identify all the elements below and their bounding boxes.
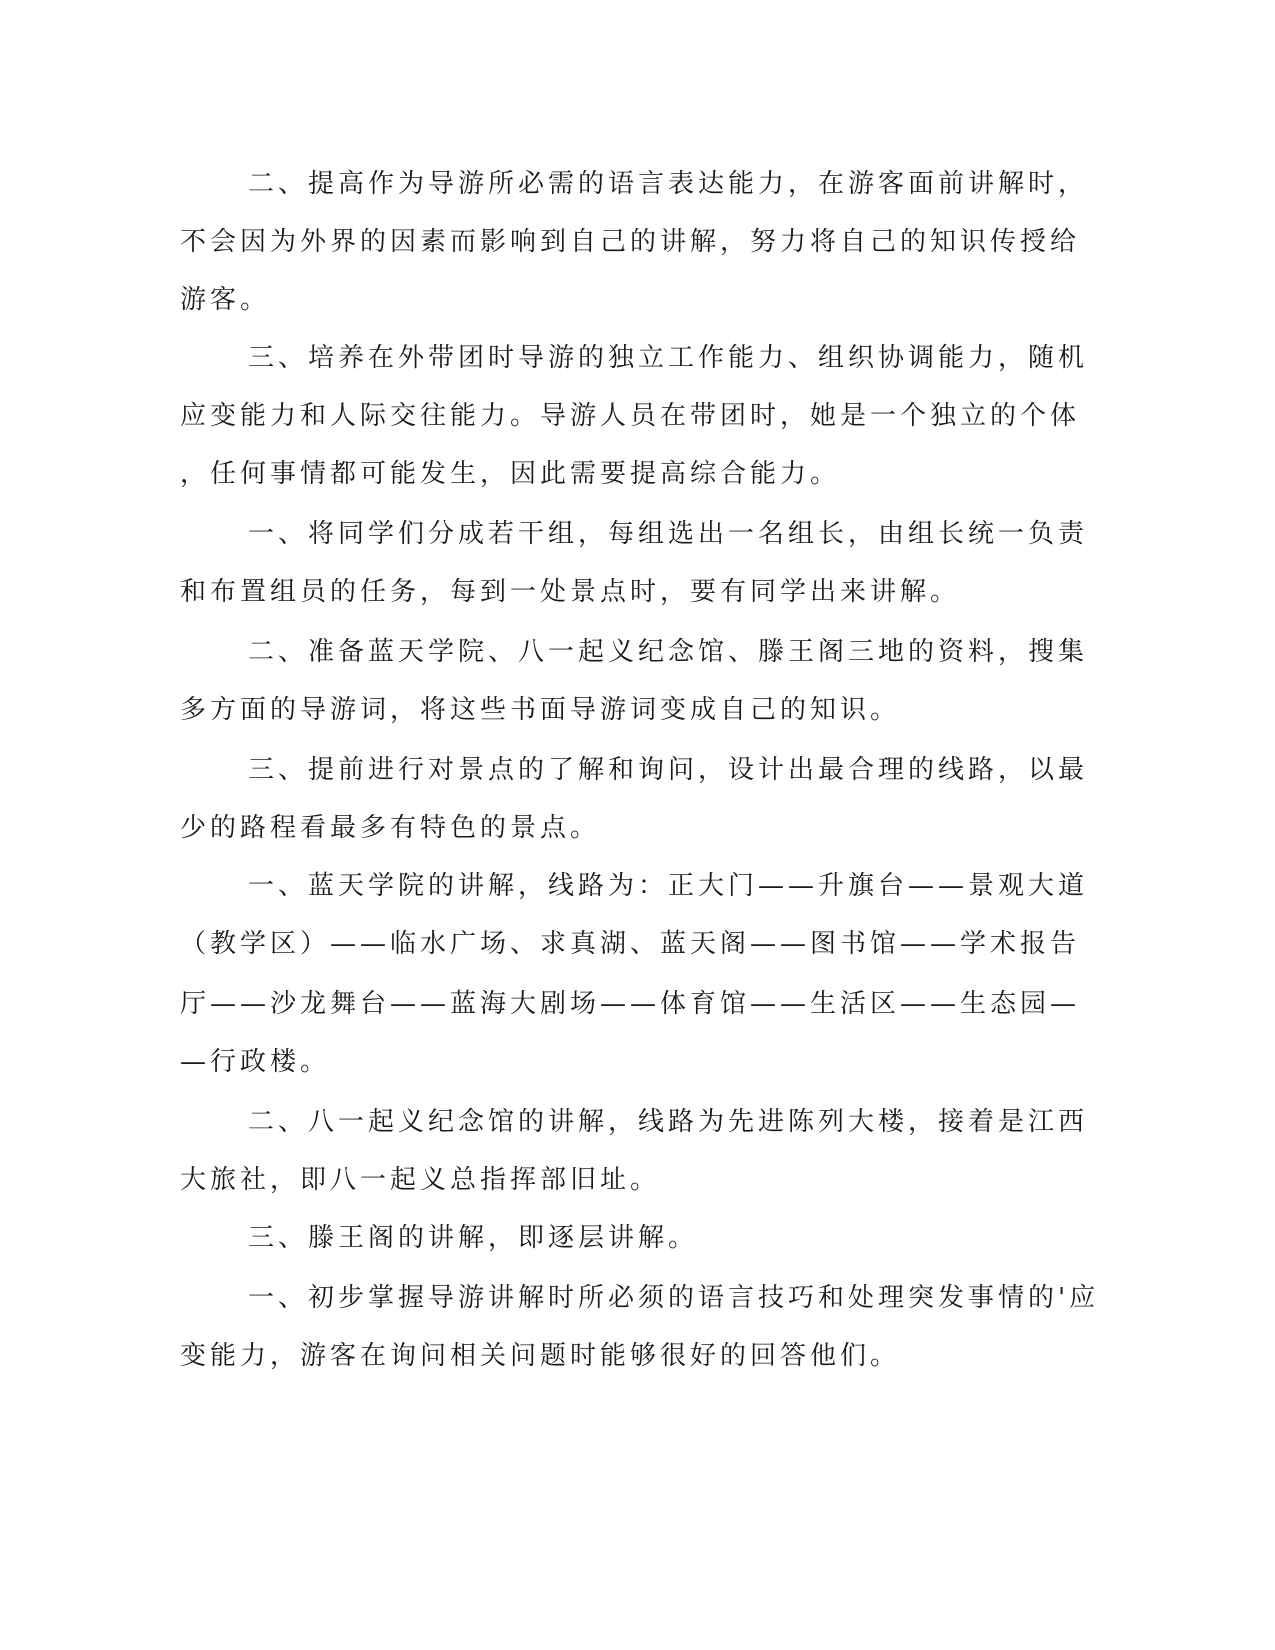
text-line: 少的路程看最多有特色的景点。 — [180, 813, 601, 843]
text-line: 变能力，游客在询问相关问题时能够很好的回答他们。 — [180, 1341, 901, 1371]
text-line: 三、滕王阁的讲解，即逐层讲解。 — [248, 1223, 699, 1253]
text-line: 一、将同学们分成若干组，每组选出一名组长，由组长统一负责 — [248, 519, 1089, 549]
text-line: 和布置组员的任务，每到一处景点时，要有同学出来讲解。 — [180, 577, 961, 607]
text-line: 厅——沙龙舞台——蓝海大剧场——体育馆——生活区——生态园— — [180, 989, 1081, 1019]
text-line: 二、八一起义纪念馆的讲解，线路为先进陈列大楼，接着是江西 — [248, 1107, 1089, 1137]
text-line: （教学区）——临水广场、求真湖、蓝天阁——图书馆——学术报告 — [180, 929, 1081, 959]
text-line: 不会因为外界的因素而影响到自己的讲解，努力将自己的知识传授给 — [180, 227, 1081, 257]
text-line: —行政楼。 — [180, 1047, 331, 1077]
text-line: 一、初步掌握导游讲解时所必须的语言技巧和处理突发事情的'应 — [248, 1283, 1100, 1313]
text-line: 二、准备蓝天学院、八一起义纪念馆、滕王阁三地的资料，搜集 — [248, 637, 1089, 667]
text-line: 二、提高作为导游所必需的语言表达能力，在游客面前讲解时， — [248, 169, 1089, 199]
text-line: 三、提前进行对景点的了解和询问，设计出最合理的线路，以最 — [248, 755, 1089, 785]
text-line: 大旅社，即八一起义总指挥部旧址。 — [180, 1165, 661, 1195]
text-line: ，任何事情都可能发生，因此需要提高综合能力。 — [180, 459, 841, 489]
text-line: 三、培养在外带团时导游的独立工作能力、组织协调能力，随机 — [248, 343, 1089, 373]
text-line: 游客。 — [180, 285, 271, 315]
text-line: 多方面的导游词，将这些书面导游词变成自己的知识。 — [180, 695, 901, 725]
text-line: 一、蓝天学院的讲解，线路为：正大门——升旗台——景观大道 — [248, 871, 1089, 901]
text-line: 应变能力和人际交往能力。导游人员在带团时，她是一个独立的个体 — [180, 401, 1081, 431]
